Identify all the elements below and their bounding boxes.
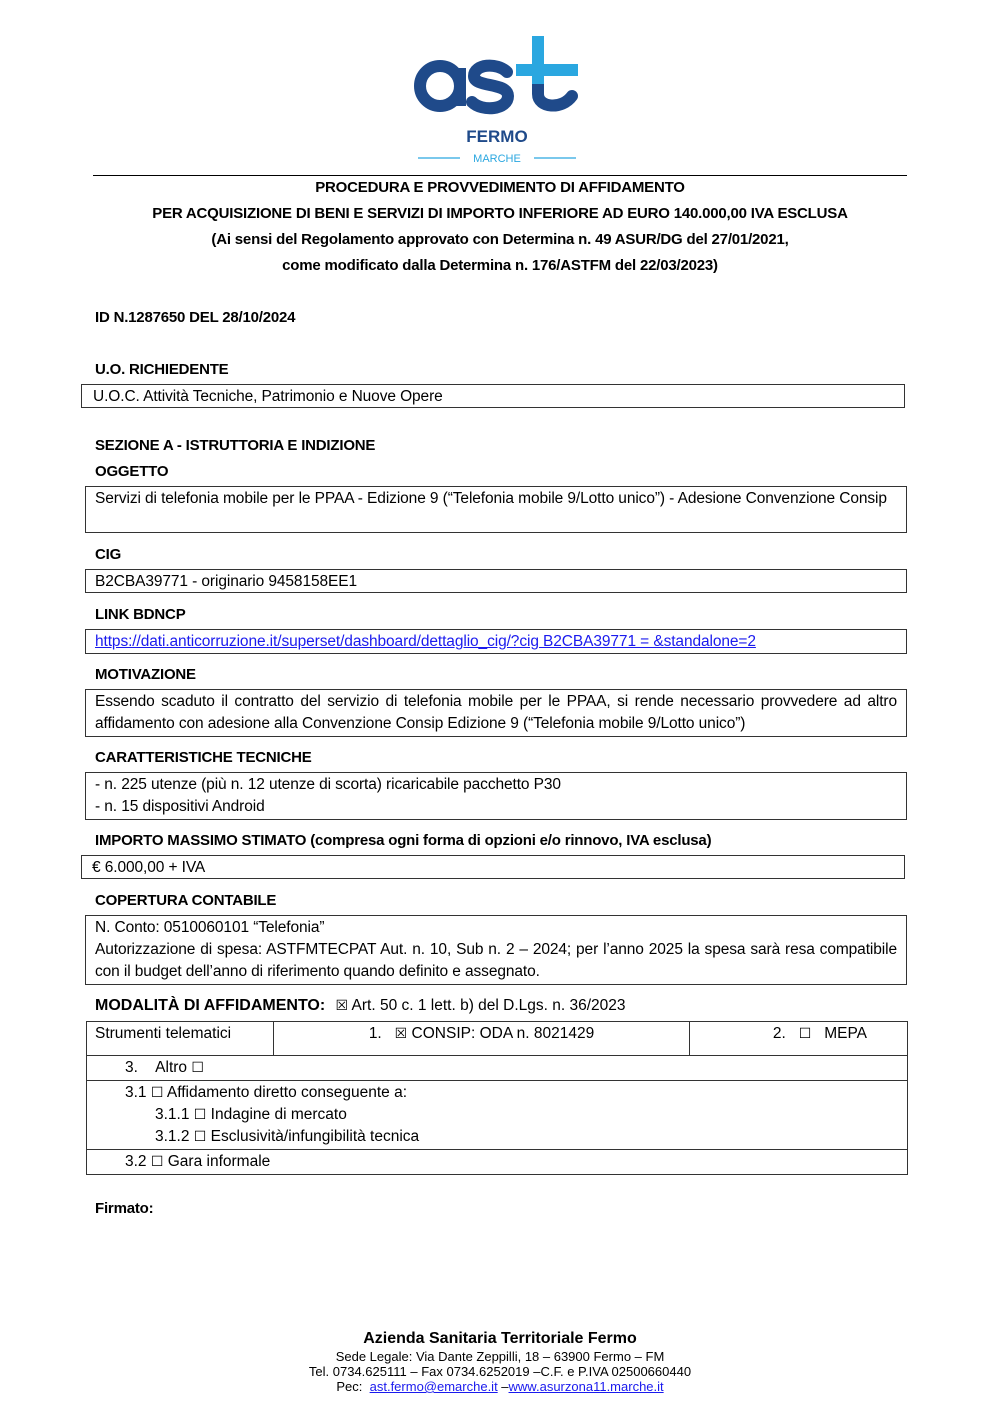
- cig-box: [85, 569, 907, 593]
- footer-pec-label: Pec:: [336, 1379, 363, 1394]
- affidamento-diretto-checkbox-icon[interactable]: ☐: [150, 1085, 164, 1101]
- bdncp-link[interactable]: https://dati.anticorruzione.it/superset/dashboard/dettaglio_cig/?cig B2CBA39771 = &standalone=2: [95, 633, 756, 650]
- ast-logo-mark-icon: [412, 34, 582, 166]
- ast-fermo-logo: [412, 34, 582, 166]
- caratteristiche-label: CARATTERISTICHE TECNICHE: [95, 749, 312, 766]
- doc-title-line3: (Ai sensi del Regolamento approvato con Determina n. 49 ASUR/DG del 27/01/2021,: [211, 231, 789, 248]
- mepa-number: 2.: [772, 1025, 786, 1042]
- footer-pec-email-link[interactable]: ast.fermo@emarche.it: [369, 1379, 498, 1394]
- consip-checkbox-checked-icon[interactable]: ☒: [394, 1026, 408, 1042]
- uo-value-box: [81, 384, 905, 408]
- altro-cell: [87, 1056, 908, 1081]
- footer-separator: –: [497, 1379, 509, 1394]
- mepa-cell: [690, 1022, 908, 1056]
- cig-label: CIG: [95, 546, 122, 563]
- consip-number: 1.: [368, 1025, 382, 1042]
- header-divider: [93, 175, 907, 176]
- gara-number: 3.2: [125, 1153, 147, 1170]
- uo-label: U.O. RICHIEDENTE: [95, 361, 229, 378]
- affidamento-diretto-number: 3.1: [125, 1084, 147, 1101]
- strumenti-label: Strumenti telematici: [95, 1025, 232, 1042]
- mepa-checkbox-icon[interactable]: ☐: [798, 1026, 812, 1042]
- oggetto-label: OGGETTO: [95, 463, 169, 480]
- indagine-text: Indagine di mercato: [210, 1106, 347, 1123]
- motivazione-label: MOTIVAZIONE: [95, 666, 196, 683]
- motivazione-box: [85, 689, 907, 737]
- indagine-number: 3.1.1: [155, 1106, 190, 1123]
- logo-marche-text: MARCHE: [473, 153, 521, 165]
- logo-fermo-text: FERMO: [466, 127, 528, 146]
- esclusivita-checkbox-icon[interactable]: ☐: [193, 1129, 207, 1145]
- gara-text: Gara informale: [167, 1153, 271, 1170]
- affidamento-diretto-text: Affidamento diretto conseguente a:: [166, 1084, 408, 1101]
- motivazione-value: Essendo scaduto il contratto del servizio di telefonia mobile per le PPAA, si rende necessario provvedere ad altro affidamento con adesione alla Convenzione Consip Edizione 9 (“Telefonia mobile 9/Lotto unico”): [95, 693, 897, 732]
- modalita-row: [95, 997, 626, 1015]
- footer-pec-line: [0, 1379, 1000, 1394]
- importo-value: € 6.000,00 + IVA: [92, 859, 206, 876]
- doc-title-line2: PER ACQUISIZIONE DI BENI E SERVIZI DI IMPORTO INFERIORE AD EURO 140.000,00 IVA ESCLUSA: [152, 205, 848, 222]
- mepa-text: MEPA: [824, 1025, 867, 1042]
- oggetto-value: Servizi di telefonia mobile per le PPAA - Edizione 9 (“Telefonia mobile 9/Lotto unico”) - Adesione Convenzione Consip: [95, 490, 887, 507]
- modalita-value: Art. 50 c. 1 lett. b) del D.Lgs. n. 36/2023: [351, 997, 626, 1014]
- footer-contacts: Tel. 0734.625111 – Fax 0734.6252019 –C.F. e P.IVA 02500660440: [308, 1364, 692, 1379]
- esclusivita-number: 3.1.2: [155, 1128, 190, 1145]
- gara-row: [87, 1150, 908, 1175]
- affidamento-table: [86, 1021, 908, 1175]
- strumenti-label-cell: [87, 1022, 274, 1056]
- affidamento-diretto-cell: [87, 1081, 908, 1150]
- copertura-conto: N. Conto: 0510060101 “Telefonia”: [95, 919, 325, 936]
- modalita-checkbox-checked-icon[interactable]: ☒: [335, 998, 349, 1014]
- indagine-checkbox-icon[interactable]: ☐: [193, 1107, 207, 1123]
- caratteristiche-box: [85, 772, 907, 820]
- uo-value: U.O.C. Attività Tecniche, Patrimonio e Nuove Opere: [93, 388, 443, 405]
- procedure-id: ID N.1287650 DEL 28/10/2024: [95, 309, 296, 326]
- consip-text: CONSIP: ODA n. 8021429: [411, 1025, 595, 1042]
- consip-cell: [273, 1022, 689, 1056]
- copertura-label: COPERTURA CONTABILE: [95, 892, 277, 909]
- altro-text: Altro: [155, 1059, 188, 1076]
- cig-value: B2CBA39771 - originario 9458158EE1: [95, 573, 358, 590]
- strumenti-row: [87, 1022, 908, 1056]
- altro-row: [87, 1056, 908, 1081]
- caratteristiche-line: - n. 225 utenze (più n. 12 utenze di scorta) ricaricabile pacchetto P30: [95, 776, 561, 793]
- altro-number: 3.: [125, 1059, 138, 1076]
- esclusivita-text: Esclusività/infungibilità tecnica: [210, 1128, 420, 1145]
- footer-sede: Sede Legale: Via Dante Zeppilli, 18 – 63900 Fermo – FM: [335, 1349, 665, 1364]
- copertura-box: [85, 915, 907, 985]
- link-bdncp-box: [85, 629, 907, 654]
- affidamento-diretto-row: [87, 1081, 908, 1150]
- copertura-autorizzazione: Autorizzazione di spesa: ASTFMTECPAT Aut. n. 10, Sub n. 2 – 2024; per l’anno 2025 la spesa sarà resa compatibile con il budget dell’anno di riferimento quando definito e assegnato.: [95, 941, 897, 980]
- link-bdncp-label: LINK BDNCP: [95, 606, 186, 623]
- oggetto-box: [85, 486, 907, 533]
- section-a-title: SEZIONE A - ISTRUTTORIA E INDIZIONE: [95, 437, 376, 454]
- importo-label: IMPORTO MASSIMO STIMATO (compresa ogni forma di opzioni e/o rinnovo, IVA esclusa): [95, 832, 712, 849]
- importo-box: [81, 855, 905, 879]
- altro-checkbox-icon[interactable]: ☐: [191, 1060, 204, 1076]
- doc-title-line4: come modificato dalla Determina n. 176/ASTFM del 22/03/2023): [282, 257, 718, 274]
- footer: [0, 1329, 1000, 1394]
- modalita-label: MODALITÀ DI AFFIDAMENTO:: [95, 997, 326, 1014]
- caratteristiche-line: - n. 15 dispositivi Android: [95, 798, 265, 815]
- gara-cell: [87, 1150, 908, 1175]
- firmato-label: Firmato:: [95, 1200, 154, 1217]
- footer-website-link[interactable]: www.asurzona11.marche.it: [508, 1379, 664, 1394]
- footer-org-name: Azienda Sanitaria Territoriale Fermo: [363, 1330, 637, 1347]
- gara-checkbox-icon[interactable]: ☐: [150, 1154, 164, 1170]
- doc-title-line1: PROCEDURA E PROVVEDIMENTO DI AFFIDAMENTO: [315, 179, 685, 196]
